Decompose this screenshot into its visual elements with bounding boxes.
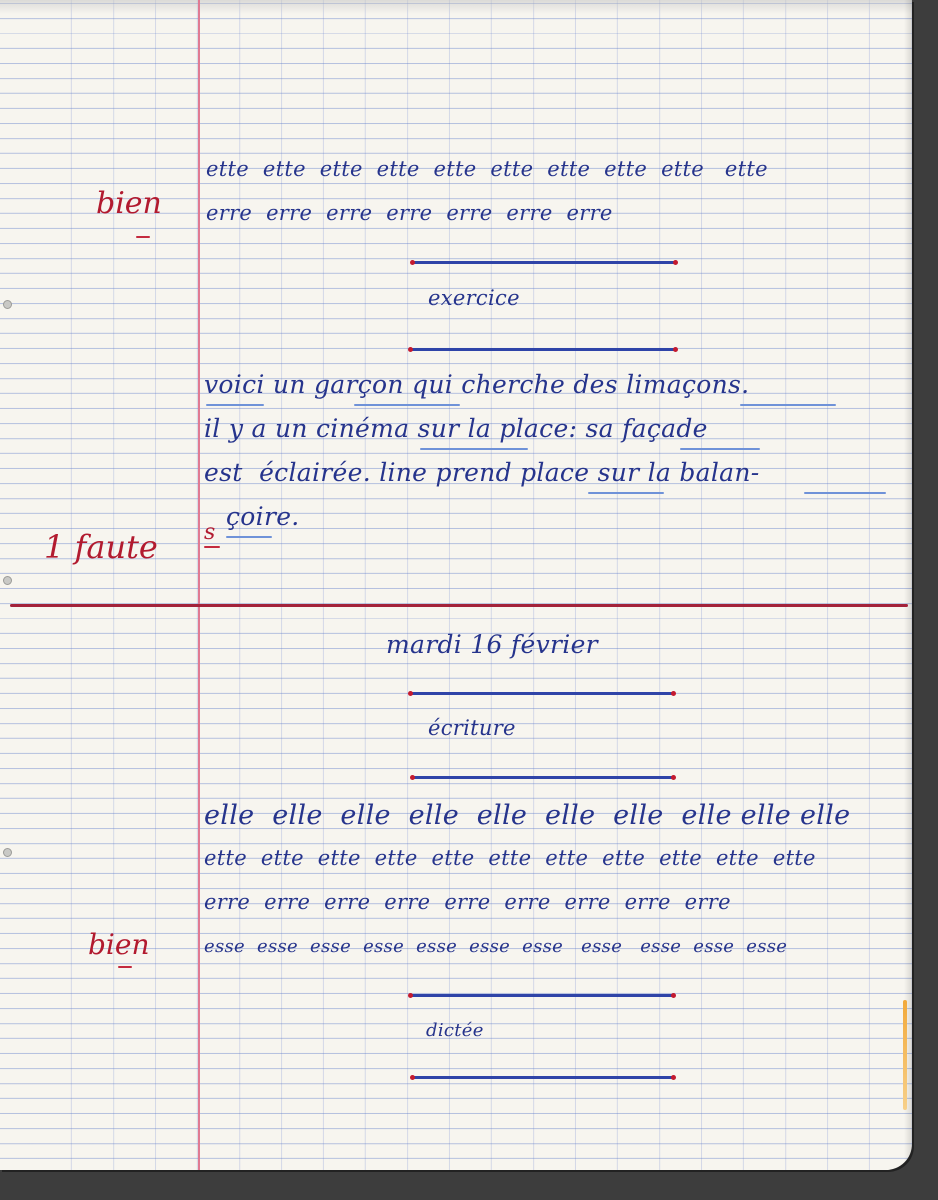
sentence-line-1: voici un garçon qui cherche des limaçons. [204, 370, 750, 399]
word-underline [420, 448, 528, 450]
handwriting-line-esse: esse esse esse esse esse esse esse esse esse esse esse [204, 936, 788, 957]
binding-hole [3, 576, 12, 585]
sentence-line-4: çoire. [226, 502, 300, 531]
word-underline [740, 404, 836, 406]
word-underline [206, 404, 264, 406]
section-heading-dictee: dictée [426, 1020, 484, 1041]
grade-faute: 1 faute [44, 528, 158, 566]
section-heading-exercice: exercice [428, 286, 520, 310]
word-underline [354, 404, 460, 406]
handwriting-line-erre: erre erre erre erre erre erre erre erre erre [204, 890, 731, 914]
sentence-line-3: est éclairée. line prend place sur la balan- [204, 458, 760, 487]
handwriting-line-erre: erre erre erre erre erre erre erre [206, 201, 613, 225]
orange-page-marker [903, 1000, 907, 1110]
day-separator-line [10, 604, 908, 607]
grade-bien: bien [96, 186, 162, 221]
ruled-divider [410, 994, 674, 997]
handwriting-line-elle: elle elle elle elle elle elle elle elle elle elle [204, 800, 851, 831]
grade-underline [118, 966, 132, 968]
ruled-divider [410, 348, 676, 351]
ruled-divider [412, 261, 676, 264]
word-underline [226, 536, 272, 538]
sentence-line-2: il y a un cinéma sur la place: sa façade [204, 414, 708, 443]
grade-bien: bien [88, 928, 150, 961]
handwriting-line-ette: ette ette ette ette ette ette ette ette ette ette ette [204, 846, 816, 870]
grade-underline [136, 236, 150, 238]
word-underline [680, 448, 760, 450]
red-margin-line [198, 0, 200, 1170]
word-underline [588, 492, 664, 494]
ruled-divider [410, 692, 674, 695]
correction-mark: s [204, 520, 216, 545]
word-underline [804, 492, 886, 494]
page-shading [0, 0, 912, 14]
handwriting-line-ette: ette ette ette ette ette ette ette ette ette ette [206, 157, 768, 181]
ruled-divider [412, 776, 674, 779]
date-heading: mardi 16 février [386, 630, 598, 659]
ruled-divider [412, 1076, 674, 1079]
binding-hole [3, 300, 12, 309]
correction-underline [204, 546, 220, 548]
section-heading-ecriture: écriture [428, 716, 516, 740]
binding-hole [3, 848, 12, 857]
page-edge [904, 0, 912, 1170]
